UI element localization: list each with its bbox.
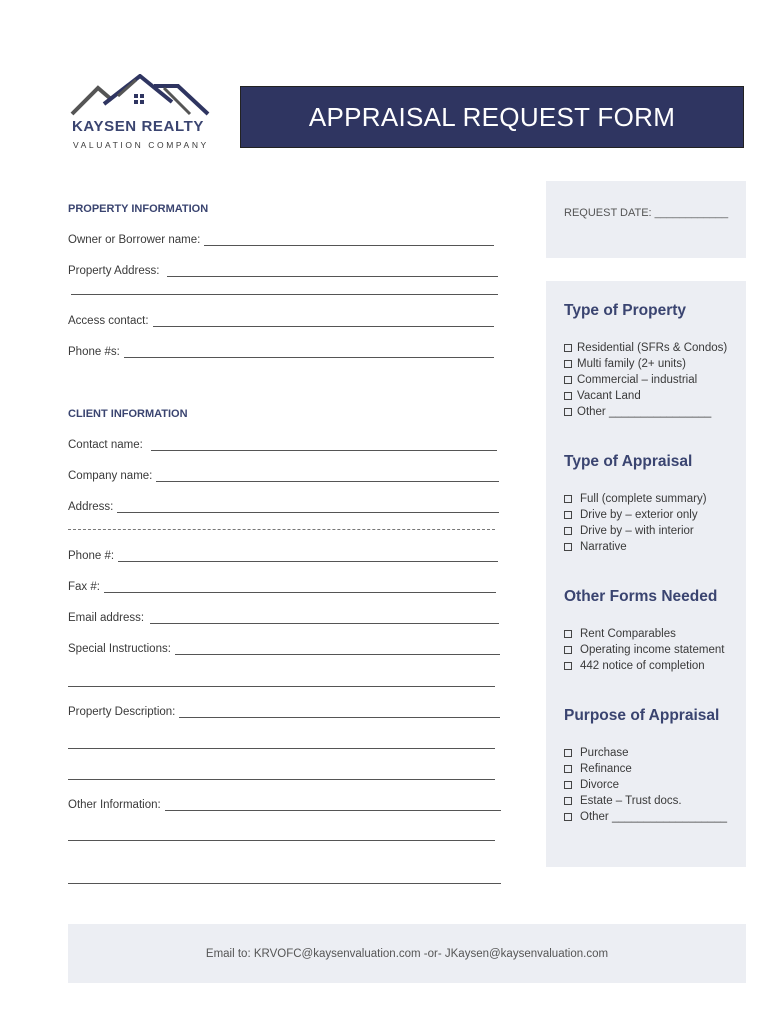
option-label: Rent Comparables: [580, 628, 676, 640]
checkbox-estate[interactable]: [564, 793, 727, 809]
email-line[interactable]: [150, 613, 499, 624]
checkbox-icon[interactable]: [564, 630, 572, 638]
client-phone-field[interactable]: [68, 550, 498, 562]
checkbox-divorce[interactable]: [564, 777, 727, 793]
logo-company-name: KAYSEN REALTY: [72, 118, 204, 135]
checkbox-drive-by-exterior[interactable]: [564, 507, 707, 523]
company-name-field[interactable]: [68, 470, 499, 482]
checkbox-property-other[interactable]: [564, 404, 727, 420]
property-address-line-2[interactable]: [71, 294, 498, 295]
option-label: Estate – Trust docs.: [580, 795, 682, 807]
client-address-line[interactable]: [117, 502, 499, 513]
type-of-property-heading: Type of Property: [564, 302, 687, 319]
property-phone-line[interactable]: [124, 347, 494, 358]
access-contact-label: Access contact:: [68, 315, 149, 327]
property-description-line-2[interactable]: [68, 748, 495, 749]
access-contact-field[interactable]: [68, 315, 494, 327]
contact-name-line[interactable]: [151, 440, 497, 451]
email-field[interactable]: [68, 612, 499, 624]
checkbox-icon[interactable]: [564, 749, 572, 757]
client-phone-label: Phone #:: [68, 550, 115, 562]
option-label: Drive by – exterior only: [580, 509, 698, 521]
footer-bar: [68, 924, 746, 983]
client-info-heading: CLIENT INFORMATION: [68, 408, 188, 420]
property-description-line-3[interactable]: [68, 779, 495, 780]
request-date-panel: [546, 181, 746, 258]
property-phone-label: Phone #s:: [68, 346, 120, 358]
checkbox-icon[interactable]: [564, 662, 572, 670]
footer-email-text[interactable]: Email to: KRVOFC@kaysenvaluation.com -or- JKaysen@kaysenvaluation.com: [205, 947, 609, 960]
property-address-line[interactable]: [167, 266, 498, 277]
option-label: Divorce: [580, 779, 619, 791]
option-label: Narrative: [580, 541, 627, 553]
owner-label: Owner or Borrower name:: [68, 234, 201, 246]
checkbox-icon[interactable]: [564, 376, 572, 384]
other-information-line[interactable]: [165, 800, 501, 811]
option-label: 442 notice of completion: [580, 660, 705, 672]
logo-tagline: VALUATION COMPANY: [73, 140, 209, 150]
option-label: Commercial – industrial: [577, 374, 698, 386]
checkbox-442-notice[interactable]: [564, 658, 724, 674]
option-label: Drive by – with interior: [580, 525, 694, 537]
checkbox-icon[interactable]: [564, 408, 572, 416]
checkbox-residential[interactable]: [564, 340, 727, 356]
email-label: Email address:: [68, 612, 145, 624]
special-instructions-field[interactable]: [68, 643, 500, 655]
owner-line[interactable]: [204, 235, 494, 246]
property-description-label: Property Description:: [68, 706, 176, 718]
checkbox-icon[interactable]: [564, 392, 572, 400]
checkbox-commercial[interactable]: [564, 372, 727, 388]
checkbox-drive-by-interior[interactable]: [564, 523, 707, 539]
property-description-line[interactable]: [179, 707, 500, 718]
access-contact-line[interactable]: [153, 316, 494, 327]
client-address-line-2[interactable]: [68, 529, 495, 530]
checkbox-icon[interactable]: [564, 527, 572, 535]
fax-field[interactable]: [68, 581, 496, 593]
checkbox-icon[interactable]: [564, 495, 572, 503]
owner-field[interactable]: [68, 234, 494, 246]
checkbox-operating-income[interactable]: [564, 642, 724, 658]
option-label: Full (complete summary): [580, 493, 707, 505]
property-address-field[interactable]: [68, 265, 498, 277]
type-of-property-list: [564, 340, 727, 420]
option-label: Other __________________: [580, 811, 728, 823]
other-information-line-2[interactable]: [68, 840, 495, 841]
checkbox-icon[interactable]: [564, 344, 572, 352]
type-of-appraisal-list: [564, 491, 707, 555]
special-instructions-line-2[interactable]: [68, 686, 495, 687]
other-forms-heading: Other Forms Needed: [564, 588, 718, 605]
checkbox-icon[interactable]: [564, 646, 572, 654]
option-label: Multi family (2+ units): [577, 358, 686, 370]
property-description-field[interactable]: [68, 706, 500, 718]
option-label: Operating income statement: [580, 644, 725, 656]
checkbox-icon[interactable]: [564, 781, 572, 789]
checkbox-icon[interactable]: [564, 543, 572, 551]
company-logo: [68, 74, 213, 154]
type-of-appraisal-heading: Type of Appraisal: [564, 453, 693, 470]
request-date-field[interactable]: REQUEST DATE: ____________: [564, 207, 729, 219]
fax-label: Fax #:: [68, 581, 100, 593]
company-name-label: Company name:: [68, 470, 153, 482]
option-label: Other ________________: [577, 406, 712, 418]
checkbox-icon[interactable]: [564, 797, 572, 805]
client-address-label: Address:: [68, 501, 114, 513]
fax-line[interactable]: [104, 582, 496, 593]
property-info-heading: PROPERTY INFORMATION: [68, 203, 209, 215]
option-label: Refinance: [580, 763, 632, 775]
contact-name-label: Contact name:: [68, 439, 143, 451]
checkbox-refinance[interactable]: [564, 761, 727, 777]
purpose-list: [564, 745, 727, 825]
checkbox-purchase[interactable]: [564, 745, 727, 761]
form-title: APPRAISAL REQUEST FORM: [240, 86, 744, 148]
company-name-line[interactable]: [156, 471, 499, 482]
checkbox-icon[interactable]: [564, 765, 572, 773]
checkbox-rent-comparables[interactable]: [564, 626, 724, 642]
property-phone-field[interactable]: [68, 346, 494, 358]
checkbox-icon[interactable]: [564, 360, 572, 368]
other-information-label: Other Information:: [68, 799, 161, 811]
checkbox-icon[interactable]: [564, 511, 572, 519]
option-label: Purchase: [580, 747, 629, 759]
checkbox-full[interactable]: [564, 491, 707, 507]
client-address-field[interactable]: [68, 501, 499, 513]
option-label: Vacant Land: [577, 390, 641, 402]
client-phone-line[interactable]: [118, 551, 498, 562]
checkbox-multi-family[interactable]: [564, 356, 727, 372]
checkbox-icon[interactable]: [564, 813, 572, 821]
other-information-field[interactable]: [68, 799, 501, 811]
checkbox-purpose-other[interactable]: [564, 809, 727, 825]
purpose-heading: Purpose of Appraisal: [564, 707, 720, 724]
contact-name-field[interactable]: [68, 439, 497, 451]
checkbox-vacant-land[interactable]: [564, 388, 727, 404]
checkbox-narrative[interactable]: [564, 539, 707, 555]
special-instructions-label: Special Instructions:: [68, 643, 171, 655]
house-roof-icon: [68, 74, 213, 118]
special-instructions-line[interactable]: [175, 644, 500, 655]
other-information-line-3[interactable]: [68, 883, 501, 884]
option-label: Residential (SFRs & Condos): [577, 342, 728, 354]
property-address-label: Property Address:: [68, 265, 160, 277]
other-forms-list: [564, 626, 724, 674]
